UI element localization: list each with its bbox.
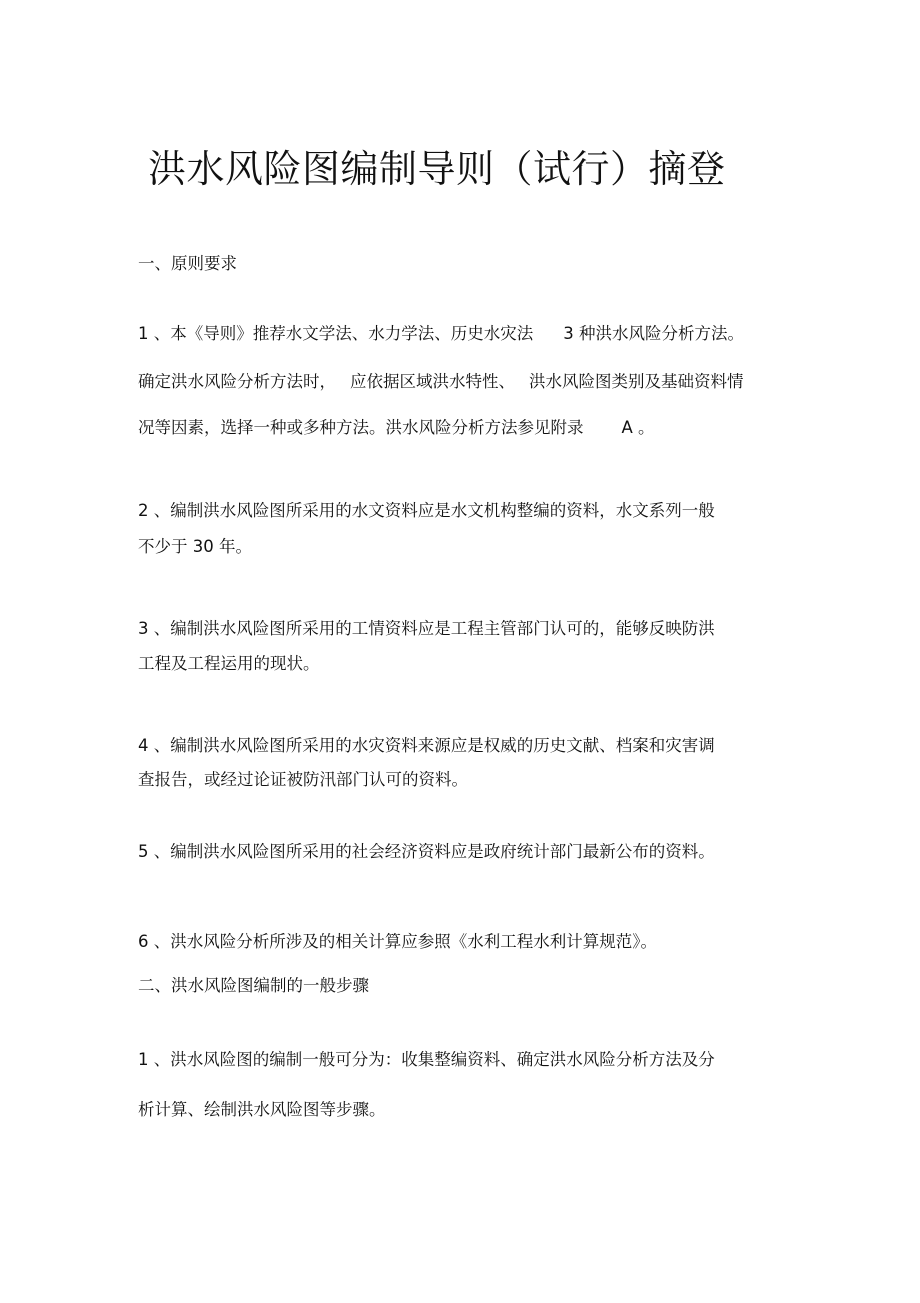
- paragraph-line: 6 、洪水风险分析所涉及的相关计算应参照《水利工程水利计算规范》。: [138, 932, 657, 951]
- paragraph-line: 不少于 30 年。: [138, 537, 252, 556]
- text-segment: 1 、本《导则》推荐水文学法、水力学法、历史水灾法: [138, 324, 534, 343]
- text-segment: 况等因素，选择一种或多种方法。洪水风险分析方法参见附录: [138, 418, 584, 437]
- paragraph-line: 5 、编制洪水风险图所采用的社会经济资料应是政府统计部门最新公布的资料。: [138, 842, 715, 861]
- paragraph-line: 查报告，或经过论证被防汛部门认可的资料。: [138, 770, 468, 789]
- paragraph-line: 2 、编制洪水风险图所采用的水文资料应是水文机构整编的资料，水文系列一般: [138, 501, 715, 520]
- paragraph-line: 析计算、绘制洪水风险图等步骤。: [138, 1100, 386, 1119]
- text-segment: 应依据区域洪水特性、: [350, 372, 515, 391]
- document-title: 洪水风险图编制导则（试行）摘登: [148, 147, 726, 191]
- paragraph-line: [138, 414, 655, 438]
- text-segment: A 。: [621, 418, 655, 437]
- section-heading-steps: 二、洪水风险图编制的一般步骤: [138, 976, 369, 995]
- paragraph-line: [138, 368, 744, 392]
- text-segment: 3 种洪水风险分析方法。: [563, 324, 744, 343]
- paragraph-line: [138, 320, 744, 344]
- paragraph-line: 4 、编制洪水风险图所采用的水灾资料来源应是权威的历史文献、档案和灾害调: [138, 736, 715, 755]
- text-segment: 洪水风险图类别及基础资料情: [529, 372, 744, 391]
- section-heading-principles: 一、原则要求: [138, 254, 237, 273]
- paragraph-line: 3 、编制洪水风险图所采用的工情资料应是工程主管部门认可的，能够反映防洪: [138, 619, 715, 638]
- paragraph-line: 1 、洪水风险图的编制一般可分为：收集整编资料、确定洪水风险分析方法及分: [138, 1050, 715, 1069]
- paragraph-line: 工程及工程运用的现状。: [138, 654, 320, 673]
- text-segment: 确定洪水风险分析方法时，: [138, 372, 336, 391]
